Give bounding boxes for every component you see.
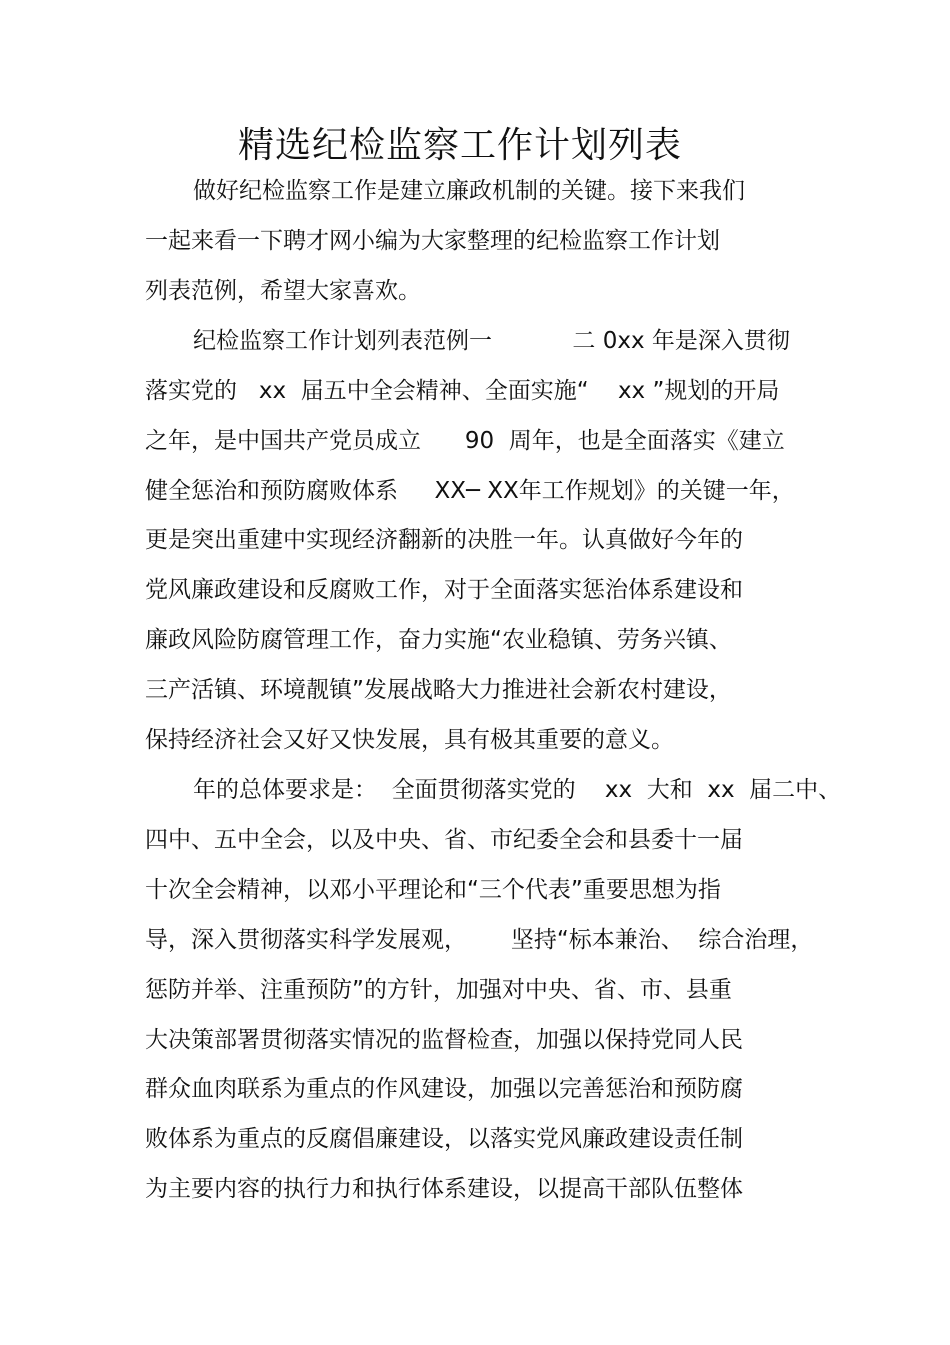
paragraph-line: 导，深入贯彻落实科学发展观， 坚持“标本兼治、 综合治理，	[145, 927, 814, 953]
paragraph-line: 做好纪检监察工作是建立廉政机制的关键。接下来我们	[193, 178, 745, 204]
paragraph-line: 三产活镇、环境靓镇”发展战略大力推进社会新农村建设，	[145, 677, 732, 703]
document-title: 精选纪检监察工作计划列表	[237, 125, 682, 166]
paragraph-line: 四中、五中全会，以及中央、省、市纪委全会和县委十一届	[145, 827, 743, 853]
paragraph-line: 为主要内容的执行力和执行体系建设，以提高干部队伍整体	[145, 1176, 743, 1202]
paragraph-line: 败体系为重点的反腐倡廉建设，以落实党风廉政建设责任制	[145, 1126, 743, 1152]
paragraph-line: 列表范例，希望大家喜欢。	[145, 278, 421, 304]
paragraph-line: 落实党的 xx 届五中全会精神、全面实施“ xx ”规划的开局	[145, 378, 780, 404]
paragraph-line: 大决策部署贯彻落实情况的监督检查，加强以保持党同人民	[145, 1027, 743, 1053]
paragraph-line: 一起来看一下聘才网小编为大家整理的纪检监察工作计划	[145, 228, 720, 254]
paragraph-line: 群众血肉联系为重点的作风建设，加强以完善惩治和预防腐	[145, 1076, 743, 1102]
paragraph-line: 惩防并举、注重预防”的方针，加强对中央、省、市、县重	[145, 977, 732, 1003]
paragraph-line: 健全惩治和预防腐败体系 XX─ XX年工作规划》的关键一年，	[145, 478, 795, 504]
paragraph-line: 之年，是中国共产党员成立 90 周年，也是全面落实《建立	[145, 428, 785, 454]
paragraph-line: 纪检监察工作计划列表范例一 二 0xx 年是深入贯彻	[193, 328, 790, 354]
paragraph-line: 年的总体要求是： 全面贯彻落实党的 xx 大和 xx 届二中、	[193, 777, 842, 803]
paragraph-line: 保持经济社会又好又快发展，具有极其重要的意义。	[145, 727, 674, 753]
paragraph-line: 十次全会精神，以邓小平理论和“三个代表”重要思想为指	[145, 877, 721, 903]
paragraph-line: 廉政风险防腐管理工作，奋力实施“农业稳镇、劳务兴镇、	[145, 627, 732, 653]
paragraph-line: 党风廉政建设和反腐败工作，对于全面落实惩治体系建设和	[145, 577, 743, 603]
paragraph-line: 更是突出重建中实现经济翻新的决胜一年。认真做好今年的	[145, 527, 743, 553]
